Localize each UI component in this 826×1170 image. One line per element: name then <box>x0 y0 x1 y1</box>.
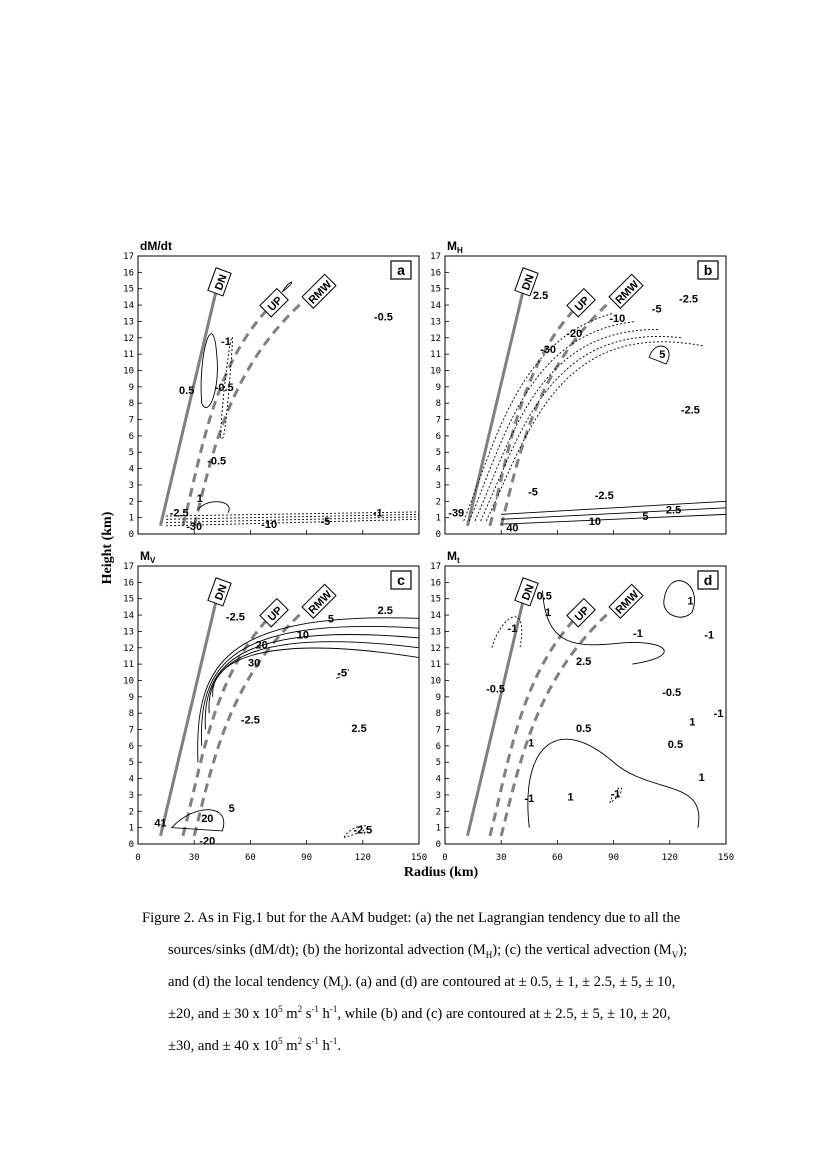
y-tick-label: 4 <box>435 774 441 785</box>
contour-label: 30 <box>248 657 261 670</box>
contour-label: 1 <box>196 493 203 506</box>
contour-label: 2.5 <box>377 605 393 618</box>
dn-line <box>160 281 218 526</box>
dn-label-text: DN <box>213 582 230 603</box>
panel-b <box>430 239 726 540</box>
y-tick-label: 17 <box>430 252 441 262</box>
contour-label: 2.5 <box>532 290 549 303</box>
contour-label: -1 <box>372 507 383 520</box>
y-tick-label: 10 <box>123 676 134 687</box>
y-tick-label: 5 <box>128 448 134 459</box>
contour-label: 1 <box>544 606 552 619</box>
contour-label: -20 <box>199 835 216 848</box>
y-tick-label: 3 <box>128 790 134 801</box>
y-tick-label: 12 <box>430 643 441 654</box>
contour-label: 0.5 <box>536 590 552 603</box>
x-tick-label: 120 <box>661 853 678 863</box>
contour-label: 2.5 <box>351 722 367 735</box>
x-tick-label: 0 <box>442 853 448 863</box>
contour-label: -39 <box>448 507 465 520</box>
contour <box>464 313 614 521</box>
contour-label: 41 <box>154 817 167 830</box>
dn-label <box>208 578 231 606</box>
y-tick-label: 12 <box>123 333 134 344</box>
y-tick-label: 13 <box>430 317 441 328</box>
x-tick-label: 120 <box>354 853 371 863</box>
contour-label: 1 <box>698 771 705 784</box>
y-tick-label: 2 <box>435 497 441 508</box>
y-tick-label: 16 <box>123 268 134 279</box>
y-tick-label: 3 <box>128 480 134 491</box>
dn-label-text: DN <box>520 272 537 293</box>
y-tick-label: 17 <box>123 562 134 572</box>
rmw-label-text: RMW <box>613 588 642 617</box>
rmw-label <box>609 584 643 618</box>
contour-label: 0.5 <box>575 722 592 735</box>
contour-label: 1 <box>528 737 535 750</box>
rmw-label-text: RMW <box>306 278 335 307</box>
dn-label-text: DN <box>520 582 537 603</box>
contour-label: -20 <box>566 327 583 340</box>
y-tick-label: 7 <box>128 725 134 736</box>
up-label-text: UP <box>265 604 286 624</box>
panel-a <box>123 239 419 540</box>
contour-label: 1 <box>687 595 694 608</box>
rmw-label-text: RMW <box>306 588 335 617</box>
caption-line-2: sources/sinks (dM/dt); (b) the horizontal advection $(M_H)$; (c) the vertical advection $(M_V)$; <box>168 942 688 960</box>
contour <box>542 591 664 665</box>
y-tick-label: 14 <box>123 611 134 622</box>
x-tick-label: 30 <box>495 853 507 863</box>
x-tick-label: 60 <box>551 853 563 863</box>
y-tick-label: 11 <box>430 660 441 671</box>
y-tick-label: 7 <box>128 415 134 426</box>
contour-label: 2.5 <box>665 504 682 517</box>
y-tick-label: 11 <box>123 350 134 361</box>
y-tick-label: 9 <box>128 692 134 703</box>
y-axis-label: Height (km) <box>100 511 115 585</box>
y-tick-label: 0 <box>128 530 134 540</box>
contour <box>501 514 726 524</box>
y-tick-label: 10 <box>430 676 441 687</box>
y-tick-label: 9 <box>435 382 441 393</box>
y-tick-label: 5 <box>435 758 441 769</box>
contour-label: -1 <box>713 708 724 721</box>
figure-panels <box>123 239 734 863</box>
contour-label: -10 <box>609 313 626 326</box>
y-tick-label: 15 <box>430 594 441 605</box>
y-tick-label: 2 <box>128 497 134 508</box>
contour-label: -0.5 <box>207 455 227 468</box>
contour-label: 5 <box>659 349 666 362</box>
y-tick-label: 6 <box>128 431 134 442</box>
y-tick-label: 4 <box>128 464 134 475</box>
contour-label: 5 <box>228 803 235 816</box>
panel-letter: c <box>397 572 405 588</box>
up-label-text: UP <box>572 294 593 314</box>
contour-label: -2.5 <box>679 293 699 306</box>
contour-label: 2.5 <box>575 655 592 668</box>
panel-c <box>123 549 427 863</box>
y-tick-label: 16 <box>123 578 134 589</box>
y-tick-label: 12 <box>123 643 134 654</box>
contour <box>209 642 419 713</box>
y-tick-label: 3 <box>435 480 441 491</box>
y-tick-label: 13 <box>123 317 134 328</box>
y-tick-label: 13 <box>123 627 134 638</box>
contour-label: -2.5 <box>240 714 260 727</box>
y-tick-label: 1 <box>435 823 441 834</box>
contour-label: -0.5 <box>662 686 682 699</box>
contour-label: -1 <box>704 629 715 642</box>
contour-label: -30 <box>186 520 203 533</box>
panel-letter: d <box>703 572 713 588</box>
x-tick-label: 150 <box>410 853 428 863</box>
x-axis-label: Radius (km) <box>403 865 479 880</box>
y-tick-label: 14 <box>430 301 441 312</box>
y-tick-label: 15 <box>123 284 134 295</box>
caption-line-3: and (d) the local tendency $(M_t)$. (a) and (d) are contoured at ± 0.5, ± 1, ± 2.5, ± 5, ± 10, <box>168 974 676 992</box>
x-tick-label: 90 <box>301 853 313 863</box>
panel-title: dM/dt <box>140 239 172 253</box>
rmw-label <box>302 274 336 308</box>
contour-label: -30 <box>540 344 556 357</box>
y-tick-label: 13 <box>430 627 441 638</box>
dn-line <box>160 591 218 836</box>
contour <box>501 508 726 519</box>
figure-caption <box>142 902 732 1062</box>
y-tick-label: 5 <box>435 448 441 459</box>
contour-label: -2.5 <box>353 824 373 837</box>
x-tick-label: 90 <box>608 853 620 863</box>
y-tick-label: 8 <box>128 709 134 720</box>
y-tick-label: 6 <box>435 431 441 442</box>
dn-label <box>208 268 231 296</box>
panel-letter: b <box>703 262 713 278</box>
contour-label: -0.5 <box>214 381 234 394</box>
y-tick-label: 14 <box>123 301 134 312</box>
y-tick-label: 7 <box>435 725 441 736</box>
contour-label: 5 <box>327 613 335 626</box>
y-tick-label: 9 <box>128 382 134 393</box>
contour-label: -0.5 <box>486 683 506 696</box>
y-tick-label: 4 <box>435 464 441 475</box>
contour-label: 0.5 <box>179 385 195 398</box>
contour-label: -1 <box>524 793 535 806</box>
y-tick-label: 2 <box>128 807 134 818</box>
dn-label <box>515 578 538 606</box>
contour-label: -5 <box>528 486 538 499</box>
y-tick-label: 1 <box>128 513 134 524</box>
dn-label-text: DN <box>213 272 230 293</box>
y-tick-label: 11 <box>123 660 134 671</box>
rmw-label <box>609 274 643 308</box>
contour-label: -2.5 <box>169 507 189 520</box>
y-tick-label: 2 <box>435 807 441 818</box>
y-tick-label: 0 <box>435 840 441 850</box>
contour-label: -0.5 <box>373 311 393 324</box>
y-tick-label: 10 <box>123 366 134 377</box>
y-tick-label: 7 <box>435 415 441 426</box>
contour-label: -2.5 <box>680 404 700 417</box>
y-tick-label: 6 <box>128 741 134 752</box>
contour-label: 40 <box>506 522 519 535</box>
y-tick-label: 15 <box>123 594 134 605</box>
x-tick-label: 0 <box>135 853 141 863</box>
panel-letter: a <box>397 262 405 278</box>
contour-label: -1 <box>610 788 621 801</box>
contour <box>501 501 726 517</box>
contour-label: 20 <box>201 812 214 825</box>
x-tick-label: 150 <box>717 853 735 863</box>
contour-label: 20 <box>255 639 268 652</box>
y-tick-label: 15 <box>430 284 441 295</box>
y-tick-label: 8 <box>435 709 441 720</box>
contour <box>166 519 419 526</box>
x-tick-label: 30 <box>188 853 200 863</box>
panel-title: $M_V$ <box>140 549 156 565</box>
contour <box>282 282 291 292</box>
contour-label: 1 <box>567 791 574 804</box>
dn-line <box>467 281 525 526</box>
y-tick-label: 1 <box>128 823 134 834</box>
contour-label: -1 <box>633 628 643 641</box>
contour-label: 1 <box>689 716 696 729</box>
caption-line-5: ±30, and ± 40 x $10^5$ $m^2$ $s^{-1}$ $h^{-1}$. <box>168 1036 341 1054</box>
contour-label: -2.5 <box>594 489 614 502</box>
y-tick-label: 12 <box>430 333 441 344</box>
y-tick-label: 1 <box>435 513 441 524</box>
contour-label: 0.5 <box>667 739 684 752</box>
y-tick-label: 0 <box>435 530 441 540</box>
y-tick-label: 8 <box>435 399 441 410</box>
contour-label: -5 <box>337 667 348 680</box>
y-tick-label: 9 <box>435 692 441 703</box>
caption-line-4: ±20, and ± 30 x $10^5$ $m^2$ $s^{-1}$ $h^{-1}$, while (b) and (c) are contoured at ± 2.5, ± 5, ± 10, ± 20, <box>168 1004 671 1022</box>
contour-label: 10 <box>588 515 601 528</box>
y-tick-label: 16 <box>430 578 441 589</box>
rmw-label-text: RMW <box>613 278 642 307</box>
panel-title: $M_H$ <box>447 239 463 255</box>
caption-line-1: Figure 2. As in Fig.1 but for the AAM budget: (a) the net Lagrangian tendency due to all the <box>142 910 681 926</box>
y-tick-label: 0 <box>128 840 134 850</box>
y-tick-label: 17 <box>430 562 441 572</box>
contour-label: 10 <box>296 629 309 642</box>
y-tick-label: 3 <box>435 790 441 801</box>
contour-label: -2.5 <box>225 611 245 624</box>
contour <box>528 739 699 827</box>
contour-label: -10 <box>261 519 278 532</box>
up-label-text: UP <box>265 294 286 314</box>
x-tick-label: 60 <box>244 853 256 863</box>
y-tick-label: 8 <box>128 399 134 410</box>
contour-lines <box>492 581 699 828</box>
y-tick-label: 14 <box>430 611 441 622</box>
y-tick-label: 5 <box>128 758 134 769</box>
y-tick-label: 16 <box>430 268 441 279</box>
y-tick-label: 6 <box>435 741 441 752</box>
contour-label: -5 <box>320 515 331 528</box>
contour-label: -1 <box>507 623 518 636</box>
contour-label: -5 <box>651 303 662 316</box>
contour-label: 5 <box>642 511 649 524</box>
y-tick-label: 17 <box>123 252 134 262</box>
y-tick-label: 10 <box>430 366 441 377</box>
panel-title: $M_t$ <box>447 549 460 565</box>
contour-label: -1 <box>221 336 231 349</box>
panel-d <box>430 549 734 863</box>
up-label-text: UP <box>572 604 593 624</box>
y-tick-label: 4 <box>128 774 134 785</box>
y-tick-label: 11 <box>430 350 441 361</box>
